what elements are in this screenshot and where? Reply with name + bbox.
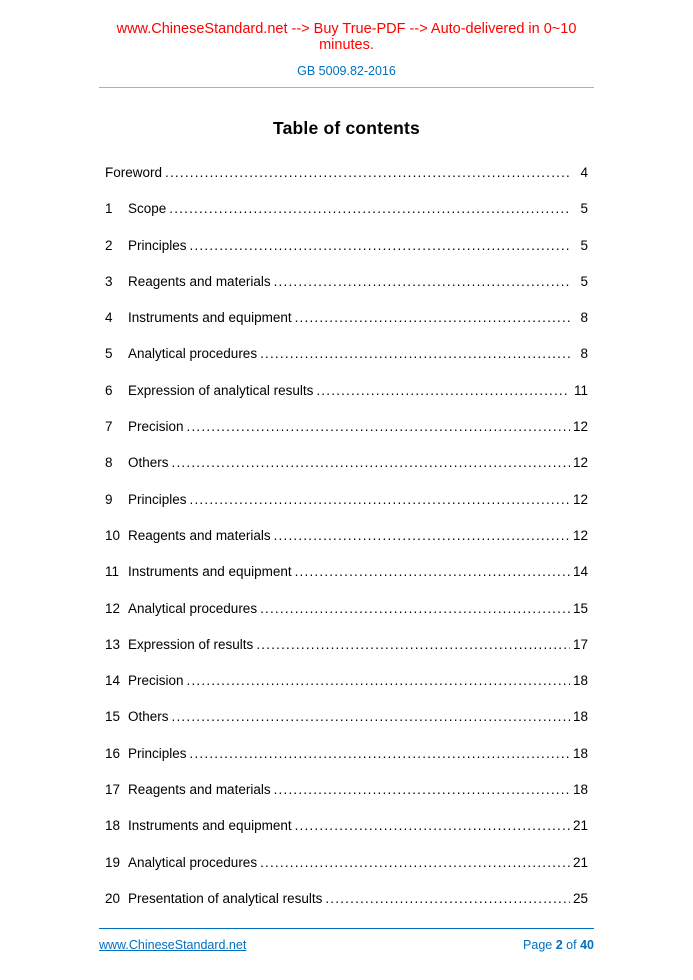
- dot-leader: [190, 238, 570, 253]
- toc-entry-number: 19: [105, 854, 121, 870]
- toc-entry: [105, 310, 588, 325]
- toc-entry-label: Instruments and equipment: [128, 818, 292, 834]
- toc-entry-label: Instruments and equipment: [128, 564, 292, 580]
- toc-entry-label: Analytical procedures: [128, 346, 258, 362]
- page-total: 40: [580, 938, 594, 952]
- toc-entry: [105, 891, 588, 906]
- toc-entry-number: 7: [105, 419, 113, 435]
- toc-entry-page: 12: [572, 527, 588, 543]
- toc-entry: [105, 274, 588, 289]
- dot-leader: [187, 673, 570, 688]
- toc-entry-page: 25: [572, 890, 588, 906]
- toc-entry-number: 20: [105, 890, 121, 906]
- toc-entry-page: 8: [580, 346, 588, 362]
- toc-entry-number: 3: [105, 273, 113, 289]
- toc-entry-page: 21: [572, 854, 588, 870]
- footer-link[interactable]: www.ChineseStandard.net: [99, 938, 247, 952]
- toc-entry-label: Expression of analytical results: [128, 382, 314, 398]
- header-divider: [99, 87, 594, 88]
- toc-entry-number: 10: [105, 527, 121, 543]
- toc-entry-label: Reagents and materials: [128, 527, 271, 543]
- doc-number: GB 5009.82-2016: [297, 64, 396, 78]
- page-current: 2: [555, 938, 563, 952]
- dot-leader: [165, 165, 570, 180]
- dot-leader: [325, 891, 570, 906]
- dot-leader: [316, 383, 570, 398]
- toc-entry: [105, 673, 588, 688]
- toc-entry-number: 8: [105, 455, 113, 471]
- dot-leader: [274, 274, 570, 289]
- toc-entry-page: 12: [572, 491, 588, 507]
- toc-entry-page: 8: [580, 310, 588, 326]
- dot-leader: [256, 637, 570, 652]
- toc-entry-label: Analytical procedures: [128, 600, 258, 616]
- footer-row: [99, 938, 594, 952]
- toc-entry-page: 5: [580, 237, 588, 253]
- toc-entry-number: 1: [105, 201, 113, 217]
- toc-entry-number: 11: [105, 564, 120, 580]
- toc-entry: [105, 201, 588, 216]
- page-word: Page: [523, 938, 553, 952]
- toc-entry-label: Principles: [128, 491, 187, 507]
- dot-leader: [274, 782, 570, 797]
- toc-entry-number: 6: [105, 382, 113, 398]
- toc-entry-number: 9: [105, 491, 113, 507]
- toc-entry-number: 12: [105, 600, 121, 616]
- toc-entry-number: 17: [105, 782, 121, 798]
- toc-entry: [105, 238, 588, 253]
- toc-entry-label: Foreword: [105, 165, 163, 180]
- footer-divider: [99, 928, 594, 929]
- toc-entry-page: 18: [572, 673, 588, 689]
- of-word: of: [566, 938, 577, 952]
- toc-entry-number: 4: [105, 310, 113, 326]
- toc-entry-label: Precision: [128, 419, 184, 435]
- toc-entry-label: Analytical procedures: [128, 854, 258, 870]
- toc-entry-page: 5: [580, 201, 588, 217]
- page-indicator: [523, 938, 594, 952]
- toc-entry-label: Precision: [128, 673, 184, 689]
- toc-entry-number: 16: [105, 745, 121, 761]
- toc-entry-label: Reagents and materials: [128, 273, 271, 289]
- toc-entry-number: 14: [105, 673, 121, 689]
- header-banner: www.ChineseStandard.net --> Buy True-PDF --> Auto-delivered in 0~10 minutes.: [116, 21, 577, 53]
- toc-entry-page: 14: [572, 564, 588, 580]
- page-title: Table of contents: [273, 118, 420, 138]
- dot-leader: [187, 419, 570, 434]
- toc-entry-label: Principles: [128, 237, 187, 253]
- dot-leader: [260, 855, 570, 870]
- toc-entry: [105, 455, 588, 470]
- dot-leader: [274, 528, 570, 543]
- toc-entry-label: Presentation of analytical results: [128, 890, 323, 906]
- toc-entry-label: Scope: [128, 201, 167, 217]
- dot-leader: [295, 564, 570, 579]
- dot-leader: [172, 455, 570, 470]
- toc-entry-label: Reagents and materials: [128, 782, 271, 798]
- dot-leader: [172, 709, 570, 724]
- toc-entry: [105, 383, 588, 398]
- toc-entry: [105, 346, 588, 361]
- toc-entry: [105, 564, 588, 579]
- toc-entry: [105, 528, 588, 543]
- toc-entry-page: 5: [580, 273, 588, 289]
- toc-entry-number: 15: [105, 709, 121, 725]
- toc-list: [105, 165, 588, 906]
- toc-entry-number: 5: [105, 346, 113, 362]
- dot-leader: [260, 601, 570, 616]
- toc-entry-page: 12: [572, 419, 588, 435]
- toc-entry-label: Principles: [128, 745, 187, 761]
- toc-entry-label: Others: [128, 709, 169, 725]
- toc-entry-page: 11: [573, 382, 588, 398]
- toc-entry-page: 12: [572, 455, 588, 471]
- toc-entry-page: 18: [572, 745, 588, 761]
- dot-leader: [260, 346, 570, 361]
- toc-entry: [105, 746, 588, 761]
- toc-entry-page: 18: [572, 709, 588, 725]
- toc-entry-number: 18: [105, 818, 121, 834]
- dot-leader: [169, 201, 570, 216]
- toc-entry: [105, 637, 588, 652]
- toc-entry: [105, 782, 588, 797]
- dot-leader: [190, 746, 570, 761]
- dot-leader: [295, 310, 570, 325]
- toc-entry-page: 4: [580, 165, 588, 180]
- toc-entry: [105, 601, 588, 616]
- page-footer: [99, 928, 594, 952]
- toc-entry: [105, 818, 588, 833]
- toc-entry-number: 13: [105, 636, 121, 652]
- toc-entry-number: 2: [105, 237, 113, 253]
- toc-entry-label: Others: [128, 455, 169, 471]
- toc-entry-page: 17: [572, 636, 588, 652]
- dot-leader: [295, 818, 570, 833]
- toc-entry: [105, 855, 588, 870]
- toc-entry-page: 15: [572, 600, 588, 616]
- toc-entry: [105, 165, 588, 180]
- toc-entry: [105, 492, 588, 507]
- dot-leader: [190, 492, 570, 507]
- toc-entry-label: Expression of results: [128, 636, 254, 652]
- toc-entry: [105, 709, 588, 724]
- toc-entry-page: 21: [572, 818, 588, 834]
- toc-entry-label: Instruments and equipment: [128, 310, 292, 326]
- toc-entry: [105, 419, 588, 434]
- toc-entry-page: 18: [572, 782, 588, 798]
